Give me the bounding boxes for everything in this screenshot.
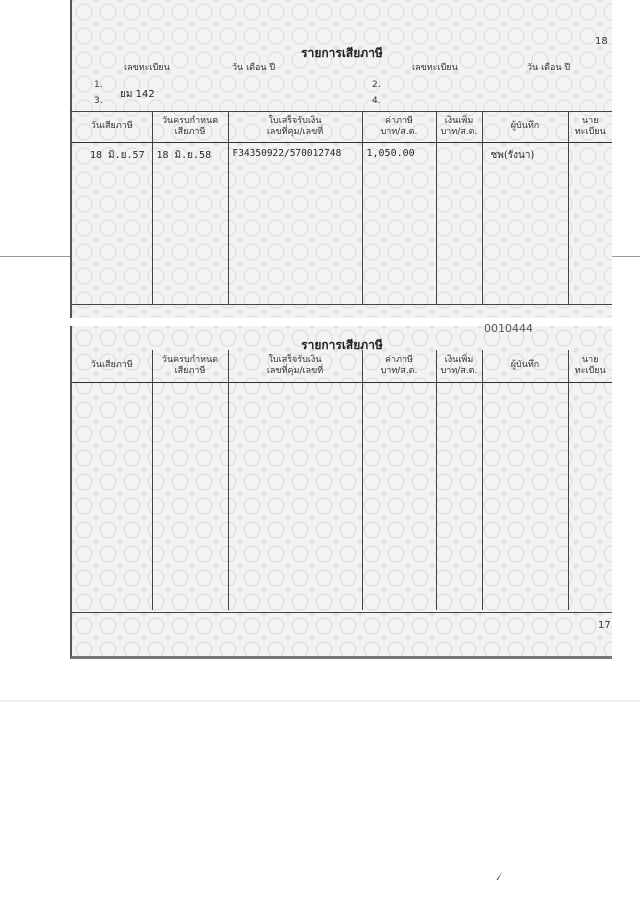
cell-surcharge [436,142,482,304]
cell-receipt: F34350922/570012748 [228,142,362,304]
tax-table-bottom [72,350,612,610]
col-header-recorder: ผู้บันทึก [482,112,568,142]
col-header-paid-date: วันเสียภาษี [72,112,152,142]
cell-paid-date: 18 มิ.ย.57 [90,149,145,161]
col-header-surcharge: เงินเพิ่ม บาท/ส.ต. [436,350,482,382]
tax-record-page-17 [70,322,612,659]
col-header-tax: ค่าภาษี บาท/ส.ต. [362,112,436,142]
table-bottom-rule [72,612,612,613]
page-number: 18 [595,36,608,47]
col-header-recorder: ผู้บันทึก [482,350,568,382]
row-number-4: 4. [372,96,381,106]
reg-header-right: เลขทะเบียน [412,63,458,73]
cell-tax: 1,050.00 [362,142,436,304]
table-row [72,142,612,304]
cell-due-date: 18 มิ.ย.58 [152,142,228,304]
tax-table-top [72,112,612,304]
col-header-receipt: ใบเสร็จรับเงิน เลขที่คุม/เลขที่ [228,112,362,142]
date-header-left: วัน เดือน ปี [232,63,276,73]
row-number-3: 3. [94,96,103,106]
page-title: รายการเสียภาษี [301,338,383,352]
col-header-receipt: ใบเสร็จรับเงิน เลขที่คุม/เลขที่ [228,350,362,382]
col-header-due-date: วันครบกำหนด เสียภาษี [152,350,228,382]
registration-value-1: ยม 142 [120,89,155,100]
scan-fold-line [0,700,640,702]
page-title: รายการเสียภาษี [301,46,383,60]
col-header-tax: ค่าภาษี บาท/ส.ต. [362,350,436,382]
date-header-right: วัน เดือน ปี [527,63,571,73]
row-number-1: 1. [94,80,103,90]
reg-header-left: เลขทะเบียน [124,63,170,73]
pen-mark: ৴ [496,869,503,883]
cell-recorder: ชพ(รังนา) [482,142,568,304]
col-header-registrar: นายทะเบียน [568,350,612,382]
row-number-2: 2. [372,80,381,90]
cell-registrar [568,142,612,304]
col-header-surcharge: เงินเพิ่ม บาท/ส.ต. [436,112,482,142]
table-row [72,382,612,610]
col-header-paid-date: วันเสียภาษี [72,350,152,382]
table-bottom-rule [72,304,612,305]
tax-record-page-18 [70,0,612,318]
stamp-number-fragment: 0010444 [484,322,533,335]
col-header-registrar: นายทะเบียน [568,112,612,142]
page-number: 17 [598,620,611,631]
col-header-due-date: วันครบกำหนด เสียภาษี [152,112,228,142]
